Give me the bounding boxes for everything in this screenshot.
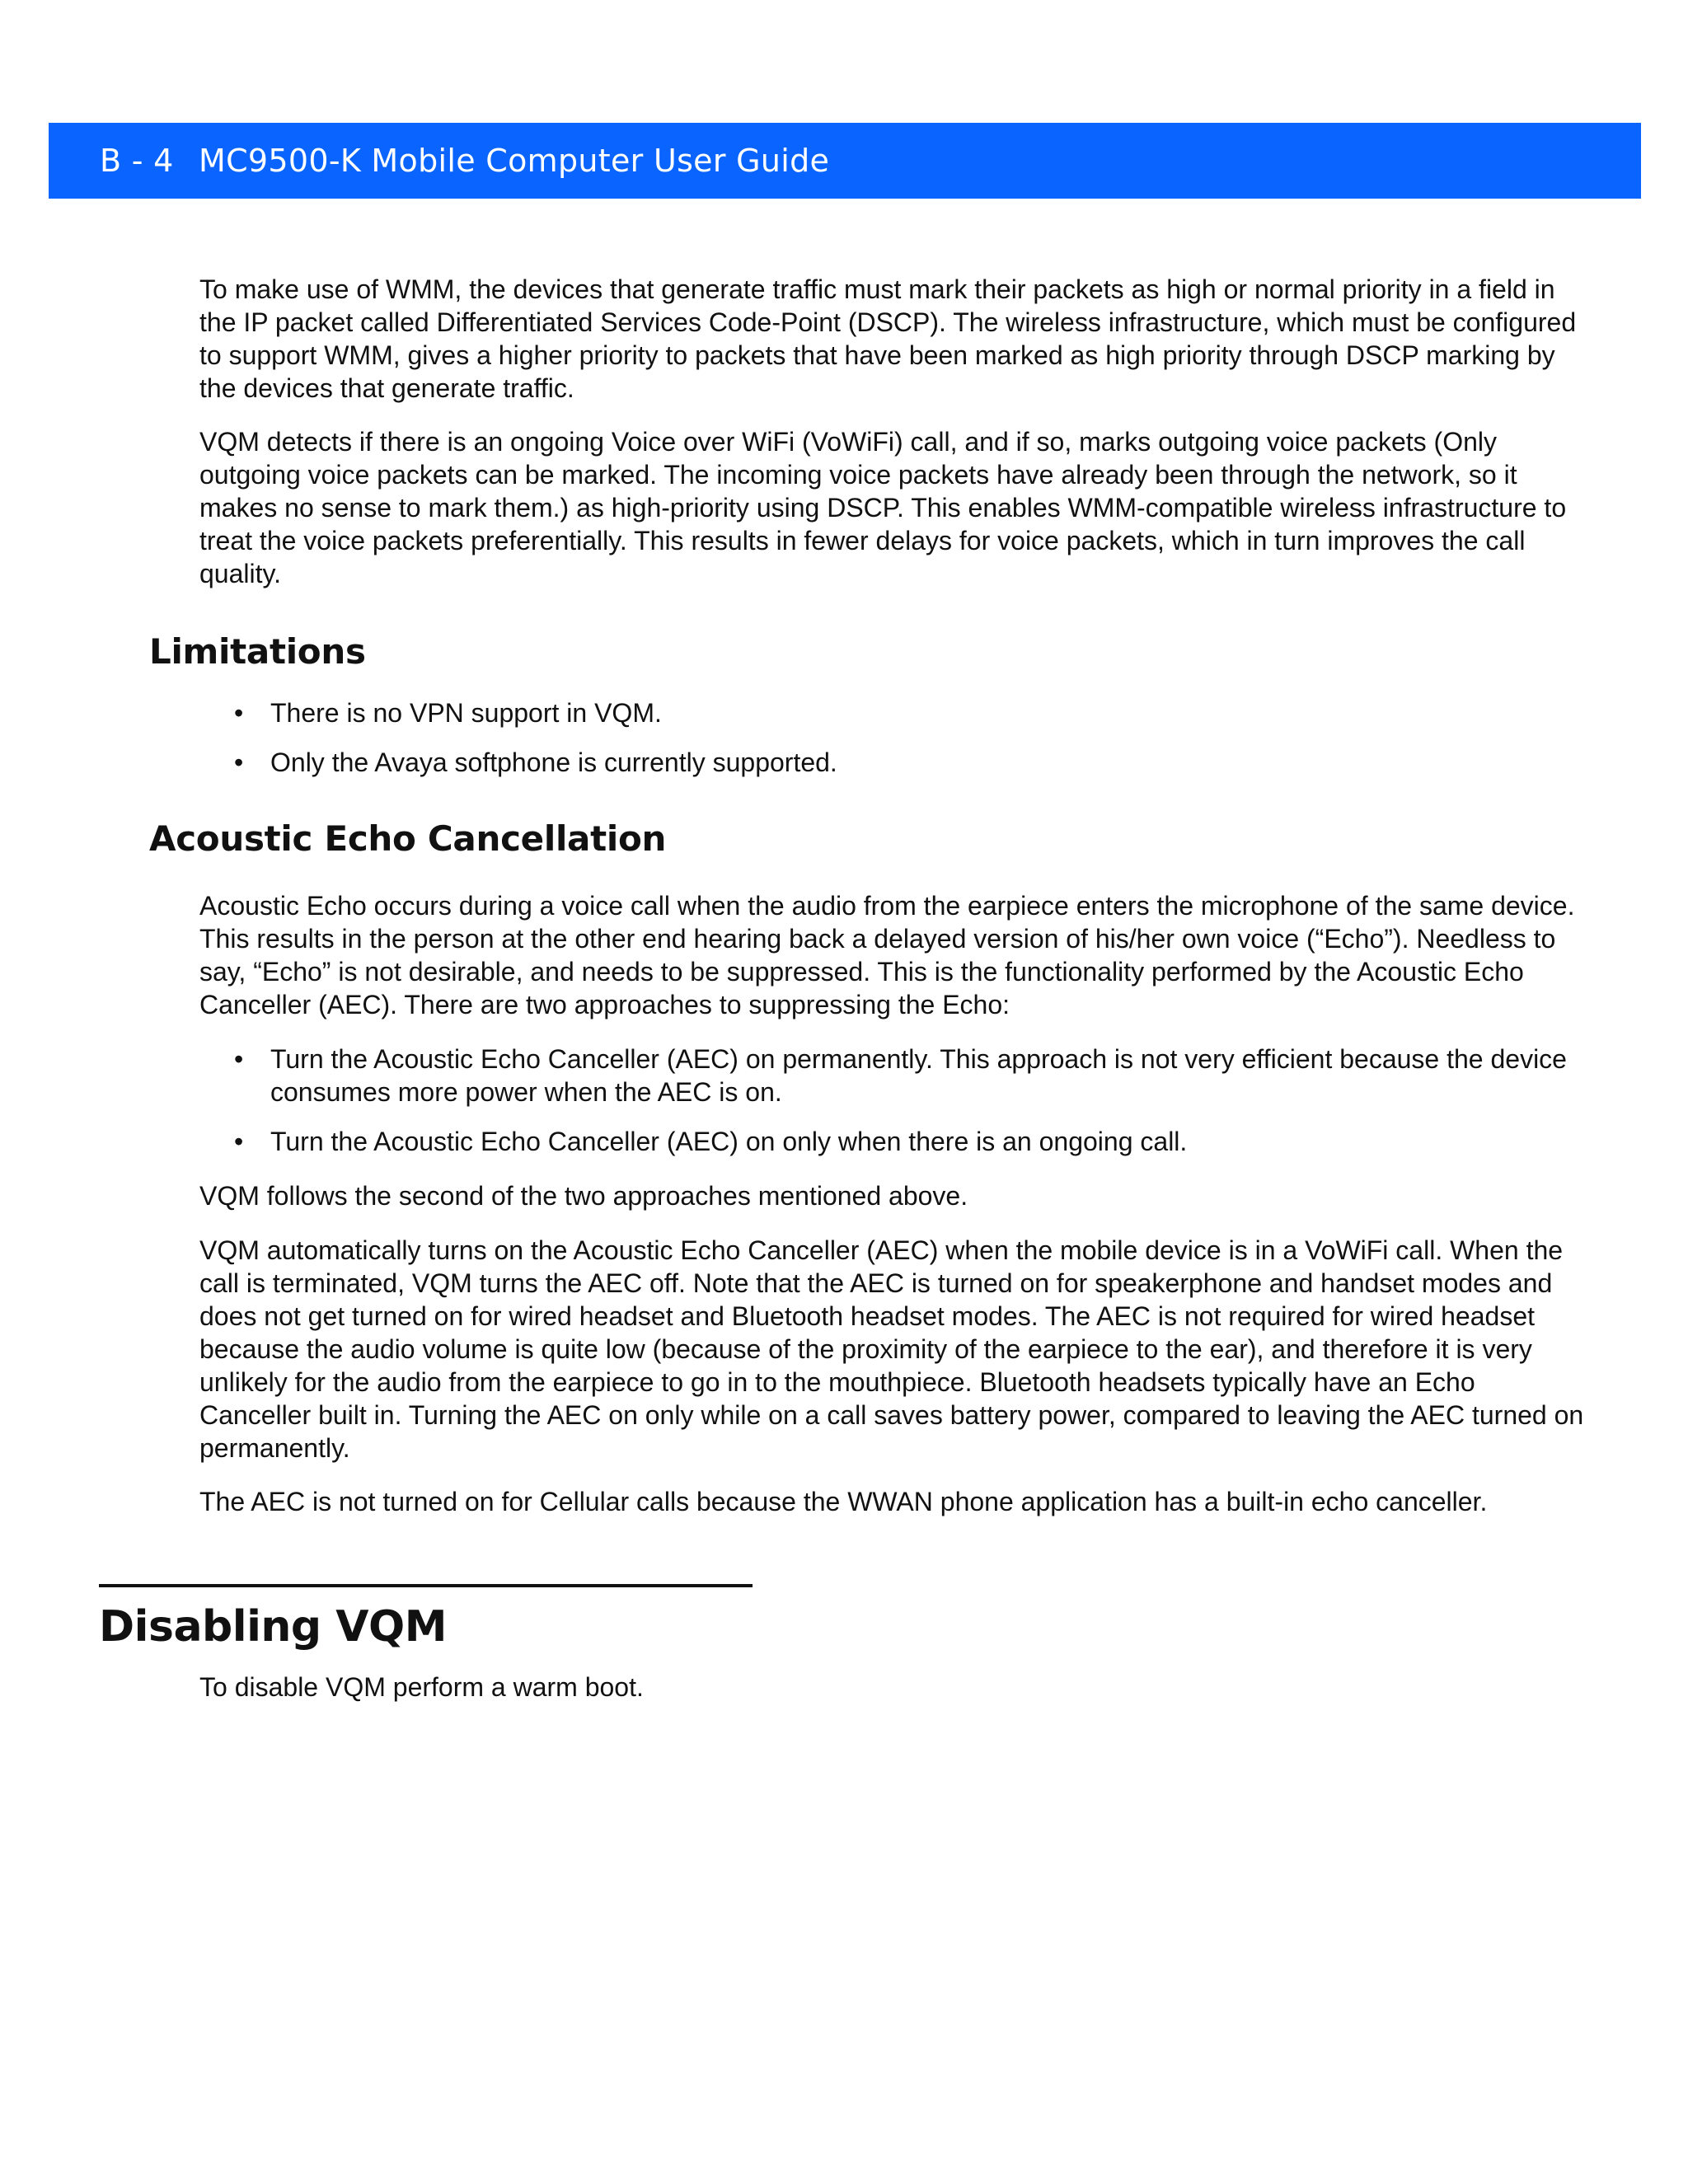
- bullet-text: Turn the Acoustic Echo Canceller (AEC) on only when there is an ongoing call.: [270, 1127, 1188, 1156]
- guide-title: MC9500-K Mobile Computer User Guide: [199, 143, 830, 179]
- page-header-bar: [49, 123, 1641, 199]
- limitations-bullet: [234, 696, 1589, 729]
- aec-paragraph-approach: VQM follows the second of the two approaches mentioned above.: [199, 1181, 968, 1211]
- aec-paragraph-details: VQM automatically turns on the Acoustic Echo Canceller (AEC) when the mobile device is in a VoWiFi call. When the call is terminated, VQM turns the AEC off. Note that the AEC is turned on for speakerphone and handset modes and does not get turned on for wired headset and Bluetooth headset modes. The AEC is not required for wired headset because the audio volume is quite low (because of the proximity of the earpiece to the ear), and therefore it is very unlikely for the audio from the earpiece to go in to the mouthpiece. Bluetooth headsets typically have an Echo Canceller built in. Turning the AEC on only while on a call saves battery power, compared to leaving the AEC turned on permanently.: [199, 1235, 1584, 1463]
- bullet-text: Only the Avaya softphone is currently supported.: [270, 748, 837, 777]
- bullet-text: There is no VPN support in VQM.: [270, 698, 662, 728]
- aec-heading: Acoustic Echo Cancellation: [149, 818, 667, 859]
- intro-paragraph-wmm: To make use of WMM, the devices that generate traffic must mark their packets as high or normal priority in a field in the IP packet called Differentiated Services Code-Point (DSCP). The wireless infrastructure, which must be configured to support WMM, gives a higher priority to packets that have been marked as high priority through DSCP marking by the devices that generate traffic.: [199, 274, 1577, 403]
- page-number: B - 4: [100, 143, 174, 179]
- bullet-text: Turn the Acoustic Echo Canceller (AEC) on permanently. This approach is not very efficient because the device consumes more power when the AEC is on.: [270, 1044, 1567, 1107]
- limitations-heading: Limitations: [149, 631, 366, 672]
- aec-bullet: [234, 1043, 1589, 1108]
- aec-paragraph-intro: Acoustic Echo occurs during a voice call when the audio from the earpiece enters the microphone of the same device. This results in the person at the other end hearing back a delayed version of his/her own voice (“Echo”). Needless to say, “Echo” is not desirable, and needs to be suppressed. This is the functionality performed by the Acoustic Echo Canceller (AEC). There are two approaches to suppressing the Echo:: [199, 891, 1575, 1019]
- disabling-paragraph: To disable VQM perform a warm boot.: [199, 1672, 644, 1702]
- section-divider: [99, 1584, 753, 1587]
- bullet-icon: •: [234, 748, 244, 777]
- bullet-icon: •: [234, 1044, 244, 1074]
- bullet-icon: •: [234, 698, 244, 728]
- aec-bullet: [234, 1125, 1589, 1158]
- intro-paragraph-vqm-detection: VQM detects if there is an ongoing Voice over WiFi (VoWiFi) call, and if so, marks outgoing voice packets (Only outgoing voice packets can be marked. The incoming voice packets have already been through the network, so it makes no sense to mark them.) as high-priority using DSCP. This enables WMM-compatible wireless infrastructure to treat the voice packets preferentially. This results in fewer delays for voice packets, which in turn improves the call quality.: [199, 427, 1567, 588]
- disabling-vqm-heading: Disabling VQM: [99, 1602, 447, 1652]
- limitations-bullet: [234, 746, 1589, 779]
- aec-paragraph-cellular: The AEC is not turned on for Cellular calls because the WWAN phone application has a built-in echo canceller.: [199, 1487, 1488, 1516]
- bullet-icon: •: [234, 1127, 244, 1156]
